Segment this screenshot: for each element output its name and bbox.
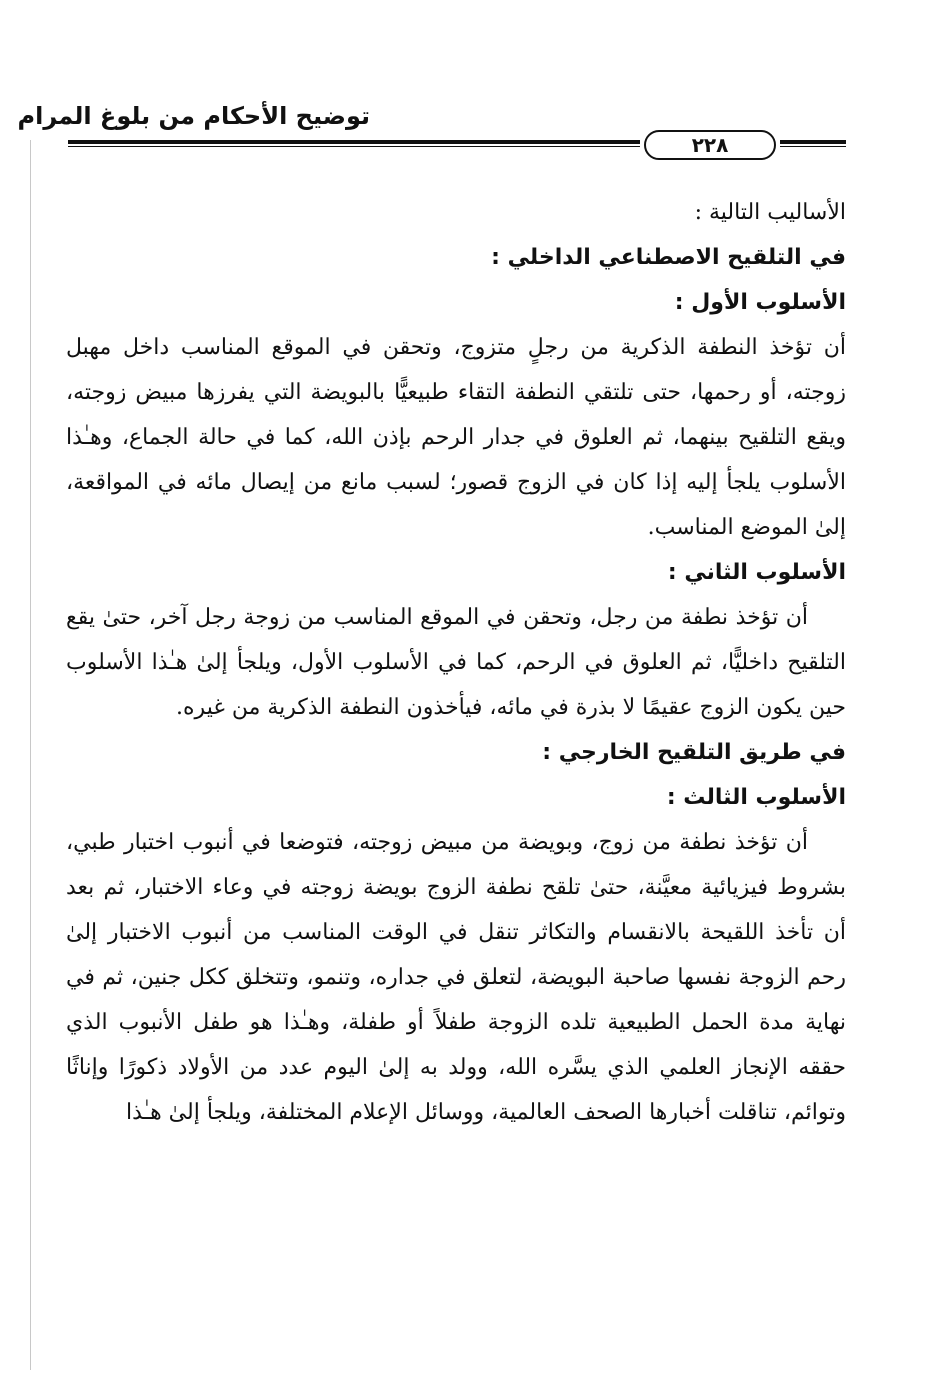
method-1-paragraph: أن تؤخذ النطفة الذكرية من رجلٍ متزوج، وتحقن في الموقع المناسب داخل مهبل زوجته، أو رحمها، حتى تلتقي النطفة التقاء طبيعيًّا بالبويضة التي يفرزها مبيض زوجته، ويقع التلقيح بينهما، ثم العلوق في جدار الرحم بإذن الله، كما في حالة الجماع، وهـٰذا الأسلوب يلجأ إليه إذا كان في الزوج قصور؛ لسبب مانع من إيصال مائه في المواقعة، إلىٰ الموضع المناسب. bbox=[66, 335, 846, 540]
method-3-heading: الأسلوب الثالث : bbox=[666, 785, 846, 810]
header-rule-right bbox=[780, 140, 846, 147]
header-rule-left bbox=[68, 140, 640, 147]
intro-line: الأساليب التالية : bbox=[694, 200, 846, 225]
section-heading-external: في طريق التلقيح الخارجي : bbox=[542, 740, 846, 765]
margin-line bbox=[30, 140, 31, 1370]
method-1-heading: الأسلوب الأول : bbox=[674, 290, 846, 315]
method-2-paragraph: أن تؤخذ نطفة من رجل، وتحقن في الموقع المناسب من زوجة رجل آخر، حتىٰ يقع التلقيح داخليًّا، ثم العلوق في الرحم، كما في الأسلوب الأول، ويلجأ إلىٰ هـٰذا الأسلوب حين يكون الزوج عقيمًا لا بذرة في مائه، فيأخذون النطفة الذكرية من غيره. bbox=[66, 605, 846, 720]
header-rule bbox=[68, 130, 846, 162]
method-3-paragraph: أن تؤخذ نطفة من زوج، وبويضة من مبيض زوجته، فتوضعا في أنبوب اختبار طبي، بشروط فيزيائية معيَّنة، حتىٰ تلقح نطفة الزوج بويضة زوجته في وعاء الاختبار، ثم بعد أن تأخذ اللقيحة بالانقسام والتكاثر تنقل في الوقت المناسب من أنبوب الاختبار إلىٰ رحم الزوجة نفسها صاحبة البويضة، لتعلق في جداره، وتنمو، وتتخلق ككل جنين، ثم في نهاية مدة الحمل الطبيعية تلده الزوجة طفلاً أو طفلة، وهـٰذا هو طفل الأنبوب الذي حققه الإنجاز العلمي الذي يسَّره الله، وولد به إلىٰ اليوم عدد من الأولاد ذكورًا وإناثًا وتوائم، تناقلت أخبارها الصحف العالمية، ووسائل الإعلام المختلفة، ويلجأ إلىٰ هـٰذا bbox=[66, 830, 846, 1125]
section-heading-internal: في التلقيح الاصطناعي الداخلي : bbox=[491, 245, 846, 270]
page-number: ٢٢٨ bbox=[644, 130, 776, 160]
running-header-title: توضيح الأحكام من بلوغ المرام bbox=[17, 102, 370, 130]
page-body bbox=[66, 190, 846, 1135]
method-2-heading: الأسلوب الثاني : bbox=[667, 560, 846, 585]
